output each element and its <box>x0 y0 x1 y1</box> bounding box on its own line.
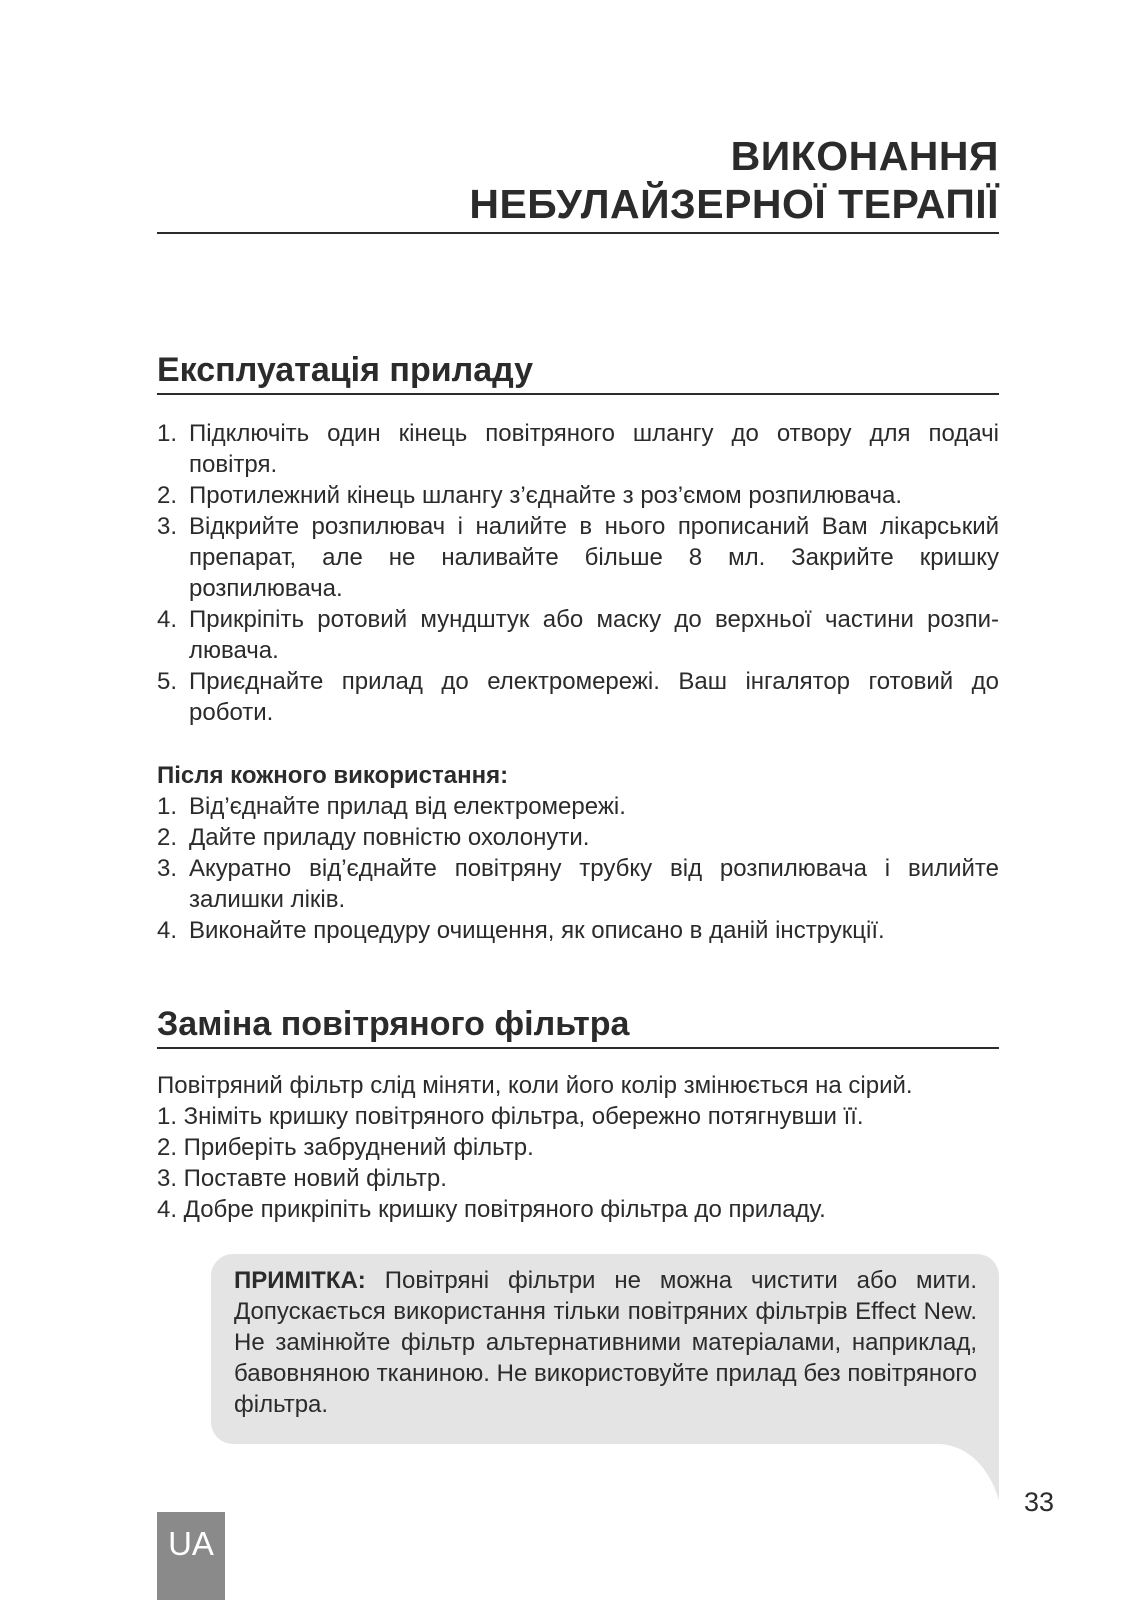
step-number: 5. <box>157 668 178 695</box>
step-number: 4. <box>157 606 178 633</box>
list-item <box>157 915 999 946</box>
list-item <box>157 853 999 915</box>
step-number: 3. <box>157 513 178 540</box>
step-text: Від’єднайте прилад від електромережі. <box>189 793 626 820</box>
note-callout-tail <box>940 1440 999 1500</box>
step-text: Підключіть один кінець повітряного шлангу до отвору для подачі повітря. <box>189 420 999 478</box>
step-text: Дайте приладу повністю охолонути. <box>189 824 590 851</box>
filter-instructions <box>157 1070 999 1225</box>
note-text <box>234 1265 977 1420</box>
step-number: 3. <box>157 855 178 882</box>
step-number: 1. <box>157 793 178 820</box>
list-item <box>157 666 999 728</box>
step-number: 2. <box>157 824 178 851</box>
page-title-line-1: ВИКОНАННЯ <box>730 133 999 179</box>
step-text: Відкрийте розпилювач і налийте в нього прописаний Вам лікарський препарат, але не наливайте більше 8 мл. Закрийте кришку розпилювача. <box>189 513 999 602</box>
step-text: Акуратно від’єднайте повітряну трубку від розпилювача і вилийте залишки ліків. <box>189 855 999 913</box>
step-text: Протилежний кінець шлангу з’єднайте з роз’ємом розпилювача. <box>189 482 903 509</box>
list-item <box>157 418 999 480</box>
list-item <box>157 480 999 511</box>
section-heading-operation: Експлуатація приладу <box>157 350 999 395</box>
list-item: 4. Добре прикріпіть кришку повітряного фільтра до приладу. <box>157 1196 826 1223</box>
after-use-heading: Після кожного використання: <box>157 762 509 789</box>
list-item <box>157 511 999 604</box>
step-number: 4. <box>157 917 178 944</box>
step-text: Приєднайте прилад до електромережі. Ваш інгалятор готовий до роботи. <box>189 668 999 726</box>
section-heading-filter: Заміна повітряного фільтра <box>157 1004 999 1049</box>
page-number: 33 <box>1024 1487 1055 1517</box>
step-text: Виконайте процедуру очищення, як описано в даній інструкції. <box>189 917 885 944</box>
page-title <box>157 132 999 234</box>
after-use-steps-list <box>157 791 999 946</box>
list-item: 2. Приберіть забруднений фільтр. <box>157 1134 534 1161</box>
list-item <box>157 822 999 853</box>
note-label: ПРИМІТКА: <box>234 1267 366 1294</box>
operation-steps-list <box>157 418 999 728</box>
list-item: 1. Зніміть кришку повітряного фільтра, обережно потягнувши її. <box>157 1103 864 1130</box>
note-body: Повітряні фільтри не можна чистити або мити. Допускається використання тільки повітряних фільтрів Effect New. Не замінюйте фільтр альтернативними матеріалами, наприклад, бавовняною тканиною. Не використовуйте прилад без повітряного фільтра. <box>234 1267 977 1418</box>
language-tab: UA <box>157 1512 225 1600</box>
page-title-line-2: НЕБУЛАЙЗЕРНОЇ ТЕРАПІЇ <box>469 181 999 227</box>
step-number: 2. <box>157 482 178 509</box>
filter-intro: Повітряний фільтр слід міняти, коли його колір змінюється на сірий. <box>157 1072 913 1099</box>
list-item <box>157 791 999 822</box>
list-item: 3. Поставте новий фільтр. <box>157 1165 447 1192</box>
step-number: 1. <box>157 420 178 447</box>
step-text: Прикріпіть ротовий мундштук або маску до верхньої частини розпилювача. <box>189 606 999 664</box>
list-item <box>157 604 999 666</box>
